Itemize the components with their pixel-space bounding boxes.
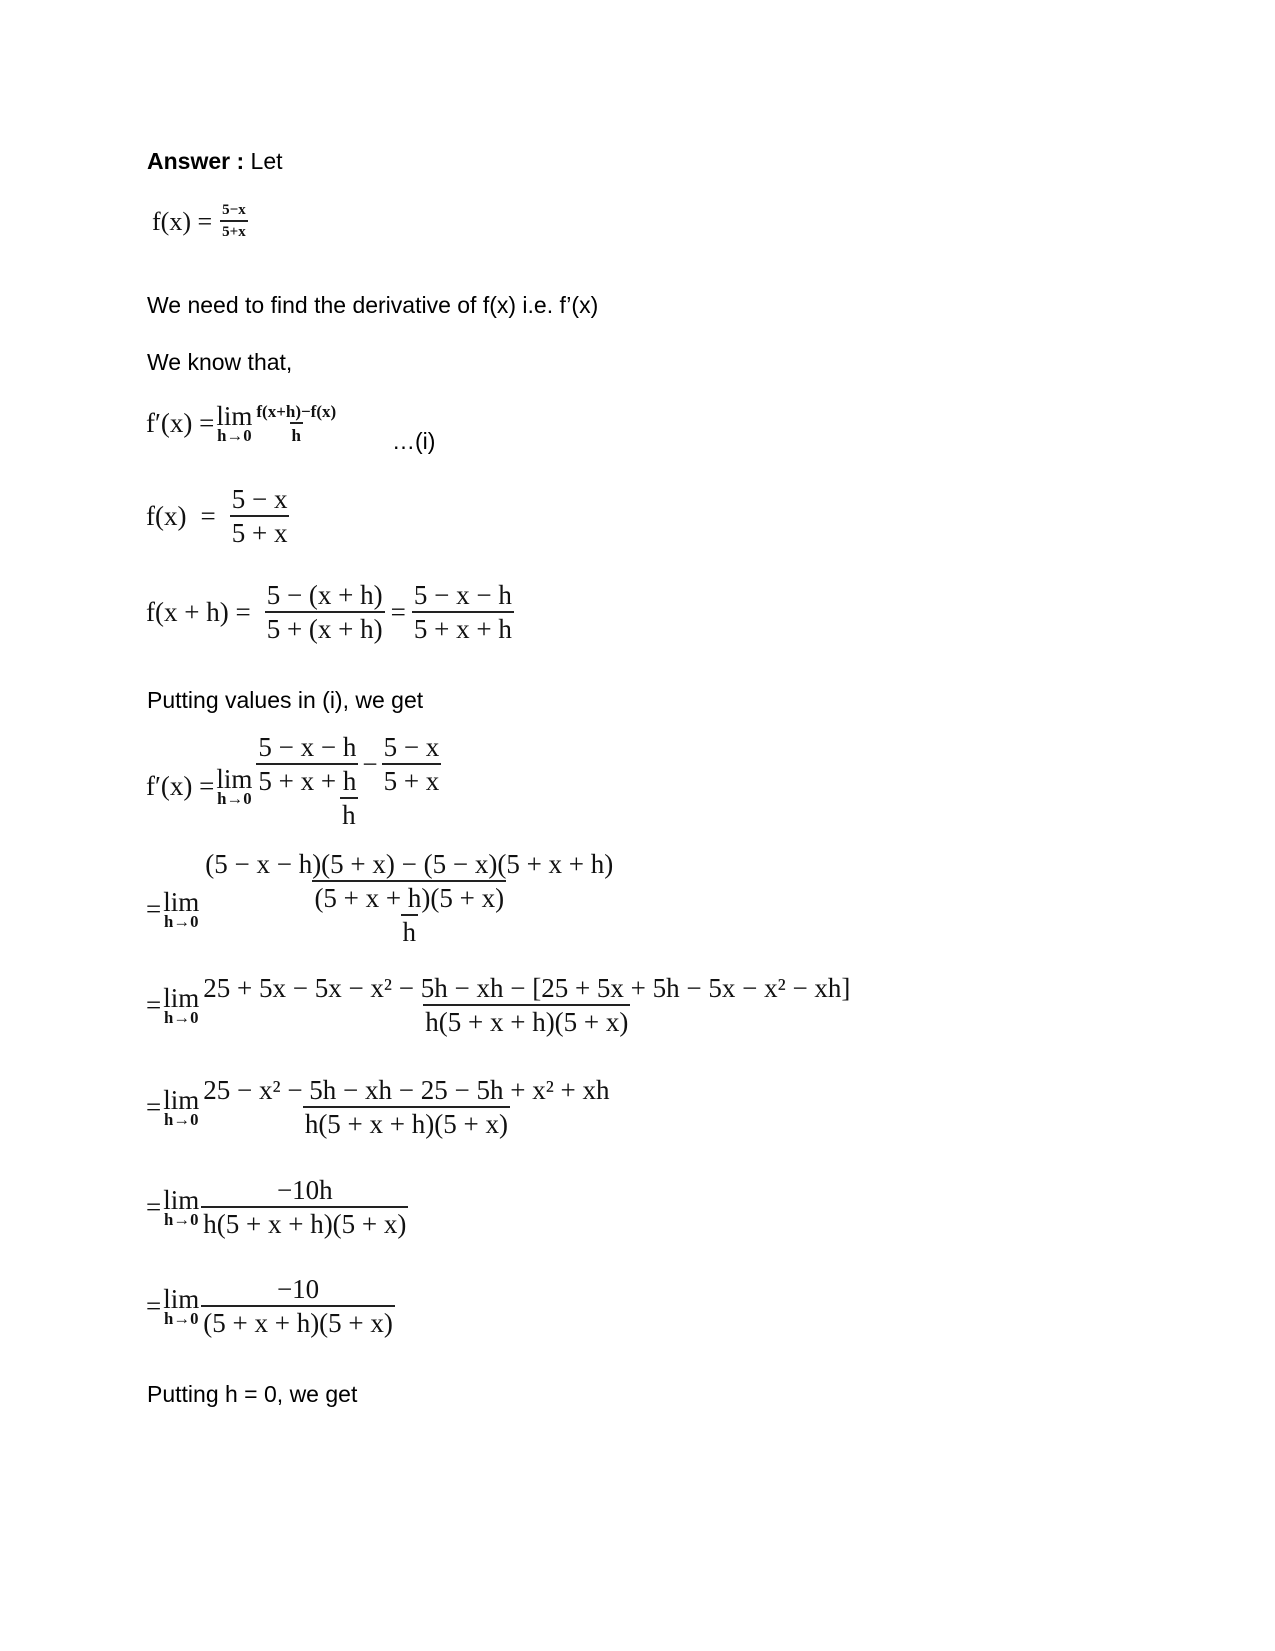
lim-text: lim — [163, 982, 200, 1013]
denominator: 5 + x — [382, 763, 442, 795]
limit — [216, 403, 252, 445]
inner-fraction-a — [256, 734, 358, 795]
numerator: 25 − x² − 5h − xh − 25 − 5h + x² + xh — [203, 1075, 610, 1105]
fraction — [201, 975, 852, 1036]
eq-lhs: = — [146, 1192, 162, 1222]
lim-text: lim — [163, 1184, 200, 1215]
fraction — [201, 1276, 395, 1337]
eq-lhs: f(x) = — [152, 206, 213, 236]
eq-lhs: f′(x) = — [146, 771, 215, 801]
numerator: −10h — [276, 1175, 333, 1205]
equation-tag: …(i) — [392, 428, 436, 454]
eq-fx-definition — [152, 203, 248, 240]
outer-denominator: h — [340, 797, 358, 829]
denominator: h(5 + x + h)(5 + x) — [201, 1206, 408, 1238]
outer-numerator — [254, 734, 443, 797]
denominator: h(5 + x + h)(5 + x) — [423, 1004, 630, 1036]
numerator: (5 − x − h)(5 + x) − (5 − x)(5 + x + h) — [205, 849, 614, 879]
denominator: h(5 + x + h)(5 + x) — [303, 1106, 510, 1138]
inner-fraction-b — [382, 734, 442, 795]
paragraph-putting: Putting values in (i), we get — [147, 687, 424, 713]
eq-step-6 — [146, 1276, 395, 1337]
paragraph-need: We need to find the derivative of f(x) i.e. f’(x) — [147, 292, 599, 318]
eq-fxh — [146, 582, 514, 643]
outer-numerator — [201, 851, 617, 914]
lim-text: lim — [163, 886, 200, 917]
eq-lhs: f′(x) = — [146, 408, 215, 439]
equals-sign: = — [200, 501, 216, 531]
answer-line — [147, 150, 283, 173]
eq-lhs: f(x + h) = — [146, 597, 251, 627]
fraction — [201, 1177, 408, 1238]
fraction — [230, 486, 290, 547]
eq-step-2 — [146, 851, 617, 946]
denominator: h — [290, 422, 303, 444]
paragraph-h-zero: Putting h = 0, we get — [147, 1381, 358, 1407]
numerator: 5 − x − h — [413, 580, 512, 610]
answer-label: Answer : — [147, 148, 245, 174]
fraction-1 — [265, 582, 385, 643]
numerator: 5−x — [222, 202, 246, 218]
numerator: 5 − x − h — [258, 732, 357, 762]
outer-fraction — [254, 734, 443, 829]
lim-sub: h→0 — [164, 1209, 199, 1229]
eq-step-5 — [146, 1177, 408, 1238]
denominator: (5 + x + h)(5 + x) — [312, 880, 506, 912]
eq-fx — [146, 486, 289, 547]
denominator: (5 + x + h)(5 + x) — [201, 1305, 395, 1337]
eq-lhs: f(x) — [146, 501, 187, 531]
equals-sign: = — [390, 597, 406, 627]
fraction — [201, 1077, 611, 1138]
outer-denominator: h — [401, 914, 419, 946]
lim-text: lim — [163, 1283, 200, 1314]
lim-text: lim — [216, 763, 253, 794]
lim-text: lim — [163, 1084, 200, 1115]
eq-step-3 — [146, 975, 852, 1036]
limit — [163, 886, 200, 931]
denominator: 5+x — [220, 220, 248, 240]
numerator: 5 − x — [231, 484, 288, 514]
limit — [163, 982, 200, 1027]
lim-sub: h→0 — [164, 1007, 199, 1027]
answer-text: Let — [250, 148, 283, 174]
limit — [163, 1084, 200, 1129]
eq-step-1 — [146, 734, 443, 829]
eq-lhs: = — [146, 1092, 162, 1122]
numerator: 25 + 5x − 5x − x² − 5h − xh − [25 + 5x + 5h − 5x − x² − xh] — [203, 973, 851, 1003]
numerator: 5 − x — [383, 732, 440, 762]
limit — [163, 1283, 200, 1328]
paragraph-know: We know that, — [147, 349, 293, 375]
eq-step-4 — [146, 1077, 612, 1138]
numerator: f(x+h)−f(x) — [256, 402, 337, 422]
lim-sub: h→0 — [164, 1109, 199, 1129]
fraction-2 — [412, 582, 514, 643]
inner-fraction — [203, 851, 615, 912]
lim-sub: h→0 — [164, 1308, 199, 1328]
denominator: 5 + x — [230, 515, 290, 547]
denominator: 5 + (x + h) — [265, 611, 385, 643]
minus-sign: − — [362, 749, 378, 779]
denominator: 5 + x + h — [256, 763, 358, 795]
numerator: 5 − (x + h) — [266, 580, 383, 610]
eq-lhs: = — [146, 990, 162, 1020]
lim-sub: h→0 — [164, 911, 199, 931]
limit — [163, 1184, 200, 1229]
lim-sub: h→0 — [217, 788, 252, 808]
lim-text: lim — [216, 401, 253, 431]
fraction — [254, 403, 338, 444]
lim-sub: h→0 — [217, 426, 252, 445]
eq-first-principle — [146, 403, 338, 445]
limit — [216, 763, 253, 808]
eq-lhs: = — [146, 894, 162, 924]
outer-fraction — [201, 851, 617, 946]
eq-lhs: = — [146, 1291, 162, 1321]
fraction — [220, 203, 248, 240]
numerator: −10 — [276, 1274, 320, 1304]
denominator: 5 + x + h — [412, 611, 514, 643]
